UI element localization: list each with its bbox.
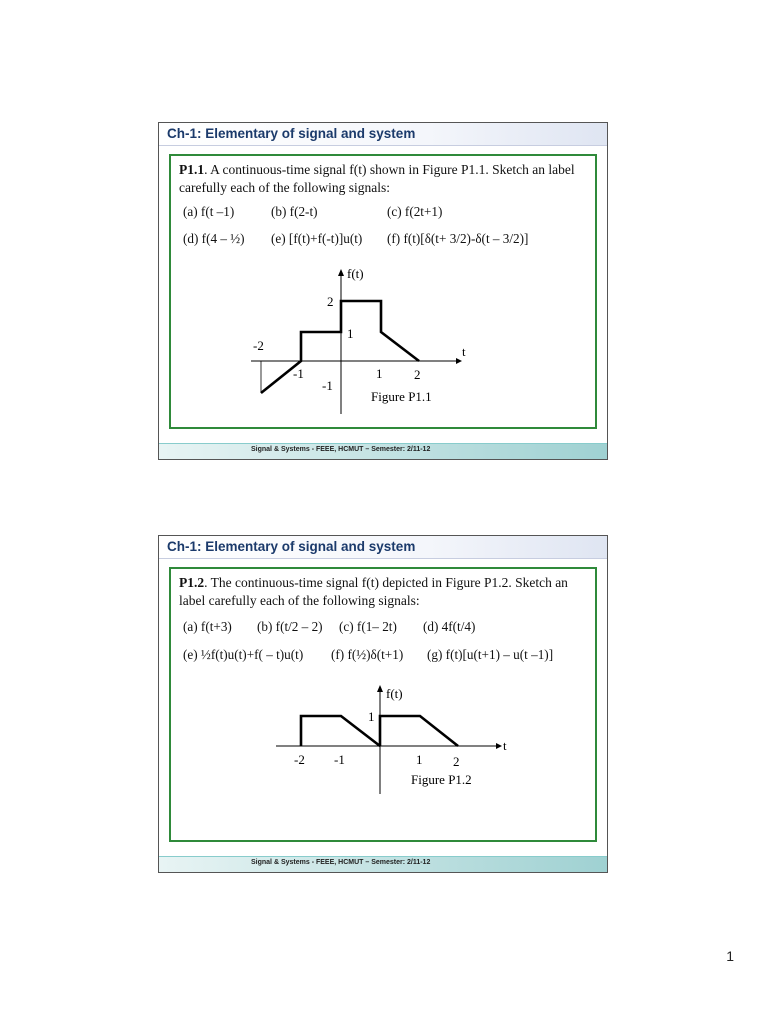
tick-x-1: 1 xyxy=(416,752,423,767)
item-b: (b) f(2-t) xyxy=(271,204,318,219)
item-b: (b) f(t/2 – 2) xyxy=(257,619,323,634)
slide-header xyxy=(159,536,607,559)
item-f: (f) f(t)[δ(t+ 3/2)-δ(t – 3/2)] xyxy=(387,231,529,246)
problem-text: . A continuous-time signal f(t) shown in Figure P1.1. Sketch an label carefully each of the following signals: xyxy=(179,162,575,195)
problem-id: P1.1 xyxy=(179,162,205,177)
footer-text: Signal & Systems - FEEE, HCMUT – Semester: 2/11-12 xyxy=(251,446,431,453)
slide-footer xyxy=(159,856,607,872)
tick-x-2: 2 xyxy=(453,754,460,769)
tick-1: 1 xyxy=(347,326,354,341)
tick-neg1: -1 xyxy=(322,378,333,393)
slide-1 xyxy=(158,122,608,460)
tick-x-neg1: -1 xyxy=(334,752,345,767)
y-axis-arrow xyxy=(377,685,383,692)
tick-neg2: -2 xyxy=(253,338,264,353)
slide-footer xyxy=(159,443,607,459)
item-e: (e) [f(t)+f(-t)]u(t) xyxy=(271,231,363,246)
tick-1: 1 xyxy=(368,709,375,724)
item-d: (d) f(4 – ½) xyxy=(183,231,245,246)
footer-text: Signal & Systems - FEEE, HCMUT – Semester: 2/11-12 xyxy=(251,859,431,866)
tick-2: 2 xyxy=(327,294,334,309)
tick-x-1: 1 xyxy=(376,366,383,381)
x-axis-label: t xyxy=(462,344,466,359)
y-axis-label: f(t) xyxy=(386,686,403,701)
figure-caption: Figure P1.2 xyxy=(411,772,472,787)
x-axis-arrow xyxy=(496,743,502,749)
problem-box xyxy=(169,567,597,842)
slide-title: Ch-1: Elementary of signal and system xyxy=(167,539,416,554)
item-f: (f) f(½)δ(t+1) xyxy=(331,647,404,662)
problem-box xyxy=(169,154,597,429)
page-number: 1 xyxy=(726,948,734,964)
item-a: (a) f(t –1) xyxy=(183,204,235,219)
slide-title: Ch-1: Elementary of signal and system xyxy=(167,126,416,141)
problem-text: . The continuous-time signal f(t) depicted in Figure P1.2. Sketch an label carefully each of the following signals: xyxy=(179,575,568,608)
tick-x-neg2: -2 xyxy=(294,752,305,767)
y-axis-label: f(t) xyxy=(347,266,364,281)
problem-statement xyxy=(179,574,589,610)
tick-x-neg1: -1 xyxy=(293,366,304,381)
item-a: (a) f(t+3) xyxy=(183,619,232,634)
y-axis-arrow xyxy=(338,269,344,276)
item-c: (c) f(2t+1) xyxy=(387,204,443,219)
problem-id: P1.2 xyxy=(179,575,205,590)
item-c: (c) f(1– 2t) xyxy=(339,619,397,634)
item-e: (e) ½f(t)u(t)+f( – t)u(t) xyxy=(183,647,304,662)
problem-statement xyxy=(179,161,589,197)
signal-trace-right xyxy=(380,716,458,746)
signal-trace xyxy=(261,301,419,393)
figure-p1-1 xyxy=(241,266,471,416)
slide-header xyxy=(159,123,607,146)
figure-p1-2 xyxy=(266,684,516,804)
item-g: (g) f(t)[u(t+1) – u(t –1)] xyxy=(427,647,554,662)
figure-caption: Figure P1.1 xyxy=(371,389,432,404)
x-axis-label: t xyxy=(503,738,507,753)
item-d: (d) 4f(t/4) xyxy=(423,619,476,634)
tick-x-2: 2 xyxy=(414,367,421,382)
slide-2 xyxy=(158,535,608,873)
